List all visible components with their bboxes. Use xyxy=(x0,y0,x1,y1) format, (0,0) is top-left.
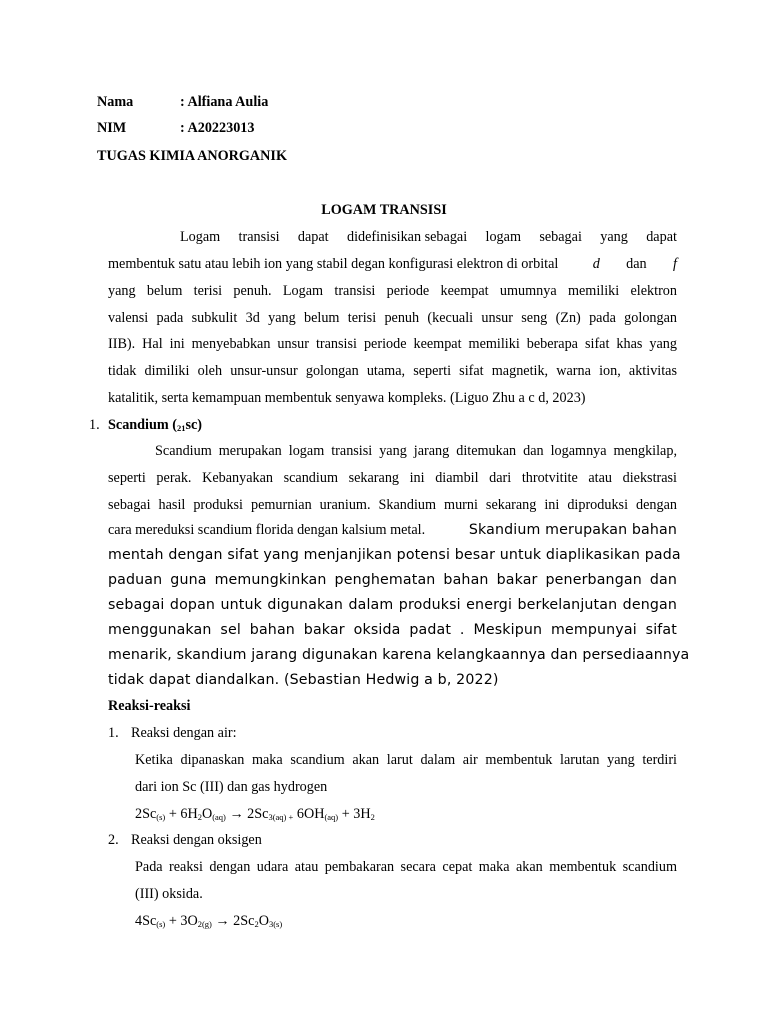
nama-value: : Alfiana Aulia xyxy=(180,94,269,110)
intro-line-7: katalitik, serta kemampuan membentuk senyawa kompleks. (Liguo Zhu a c d, 2023) xyxy=(108,390,586,406)
scandium-line-10: tidak dapat diandalkan. (Sebastian Hedwig a b, 2022) xyxy=(108,672,499,688)
scandium-line-6: paduan guna memungkinkan penghematan bahan bakar penerbangan dan xyxy=(108,572,677,588)
reaction-2-desc-2: (III) oksida. xyxy=(135,886,203,902)
intro-line-5: IIB). Hal ini menyebabkan unsur transisi periode keempat memiliki beberapa sifat khas yang xyxy=(108,336,677,352)
intro-line-6: tidak dimiliki oleh unsur-unsur golongan utama, seperti sifat magnetik, warna ion, aktivitas xyxy=(108,363,677,379)
reaction-1-desc-1: Ketika dipanaskan maka scandium akan larut dalam air membentuk larutan yang terdiri xyxy=(135,752,677,768)
reaction-2-number: 2. xyxy=(108,832,119,848)
intro-line-1: Logam transisi dapat didefinisikan sebagai logam sebagai yang dapat xyxy=(180,229,677,245)
course-title: TUGAS KIMIA ANORGANIK xyxy=(97,148,287,164)
scandium-line-9: menarik, skandium jarang digunakan karena kelangkaannya dan persediaannya xyxy=(108,647,690,663)
scandium-line-3: sebagai hasil produksi pemurnian uranium. Skandium murni sekarang ini diproduksi dengan xyxy=(108,497,677,513)
reactions-heading: Reaksi-reaksi xyxy=(108,698,191,714)
scandium-line-8: menggunakan sel bahan bakar oksida padat . Meskipun mempunyai sifat xyxy=(108,622,677,638)
scandium-line-7: sebagai dopan untuk digunakan dalam produksi energi berkelanjutan dengan xyxy=(108,597,677,613)
scandium-line-2: seperti perak. Kebanyakan scandium sekarang ini diambil dari throtvitite atau diekstrasi xyxy=(108,470,677,486)
scandium-line-1: Scandium merupakan logam transisi yang jarang ditemukan dan logamnya mengkilap, xyxy=(155,443,677,459)
nim-value: : A20223013 xyxy=(180,120,255,136)
scandium-line-5: mentah dengan sifat yang menjanjikan potensi besar untuk diaplikasikan pada xyxy=(108,547,681,563)
reaction-2-title: Reaksi dengan oksigen xyxy=(131,832,262,848)
reaction-1-desc-2: dari ion Sc (III) dan gas hydrogen xyxy=(135,779,328,795)
reaction-1-number: 1. xyxy=(108,725,119,741)
reaction-2-desc-1: Pada reaksi dengan udara atau pembakaran secara cepat maka akan membentuk scandium xyxy=(135,859,677,875)
reaction-1-title: Reaksi dengan air: xyxy=(131,725,237,741)
section-title: Scandium $(_{21}sc)$ xyxy=(108,417,203,433)
page-title: LOGAM TRANSISI xyxy=(321,202,447,218)
intro-line-4: valensi pada subkulit 3d yang belum terisi penuh (kecuali unsur seng (Zn) pada golongan xyxy=(108,310,677,326)
reaction-1-equation: $2Sc_{(s)} + 6H_2O_{(aq)} \to 2Sc_{3(aq) +}$ $6OH_{(aq)} + 3H_2$ xyxy=(135,806,375,822)
nim-label: NIM xyxy=(97,120,127,136)
intro-line-2: membentuk satu atau lebih ion yang stabil degan konfigurasi elektron di orbital d dan f xyxy=(108,256,677,272)
scandium-line-4: cara mereduksi scandium florida dengan kalsium metal. Skandium merupakan bahan xyxy=(108,522,677,538)
section-number: 1. xyxy=(89,417,100,433)
nama-label: Nama xyxy=(97,94,134,110)
intro-line-3: yang belum terisi penuh. Logam transisi periode keempat umumnya memiliki elektron xyxy=(108,283,677,299)
reaction-2-equation: $4Sc_{(s)} + 3O_{2(g)} \to 2Sc_2O_{3(s)}$ xyxy=(135,913,283,929)
